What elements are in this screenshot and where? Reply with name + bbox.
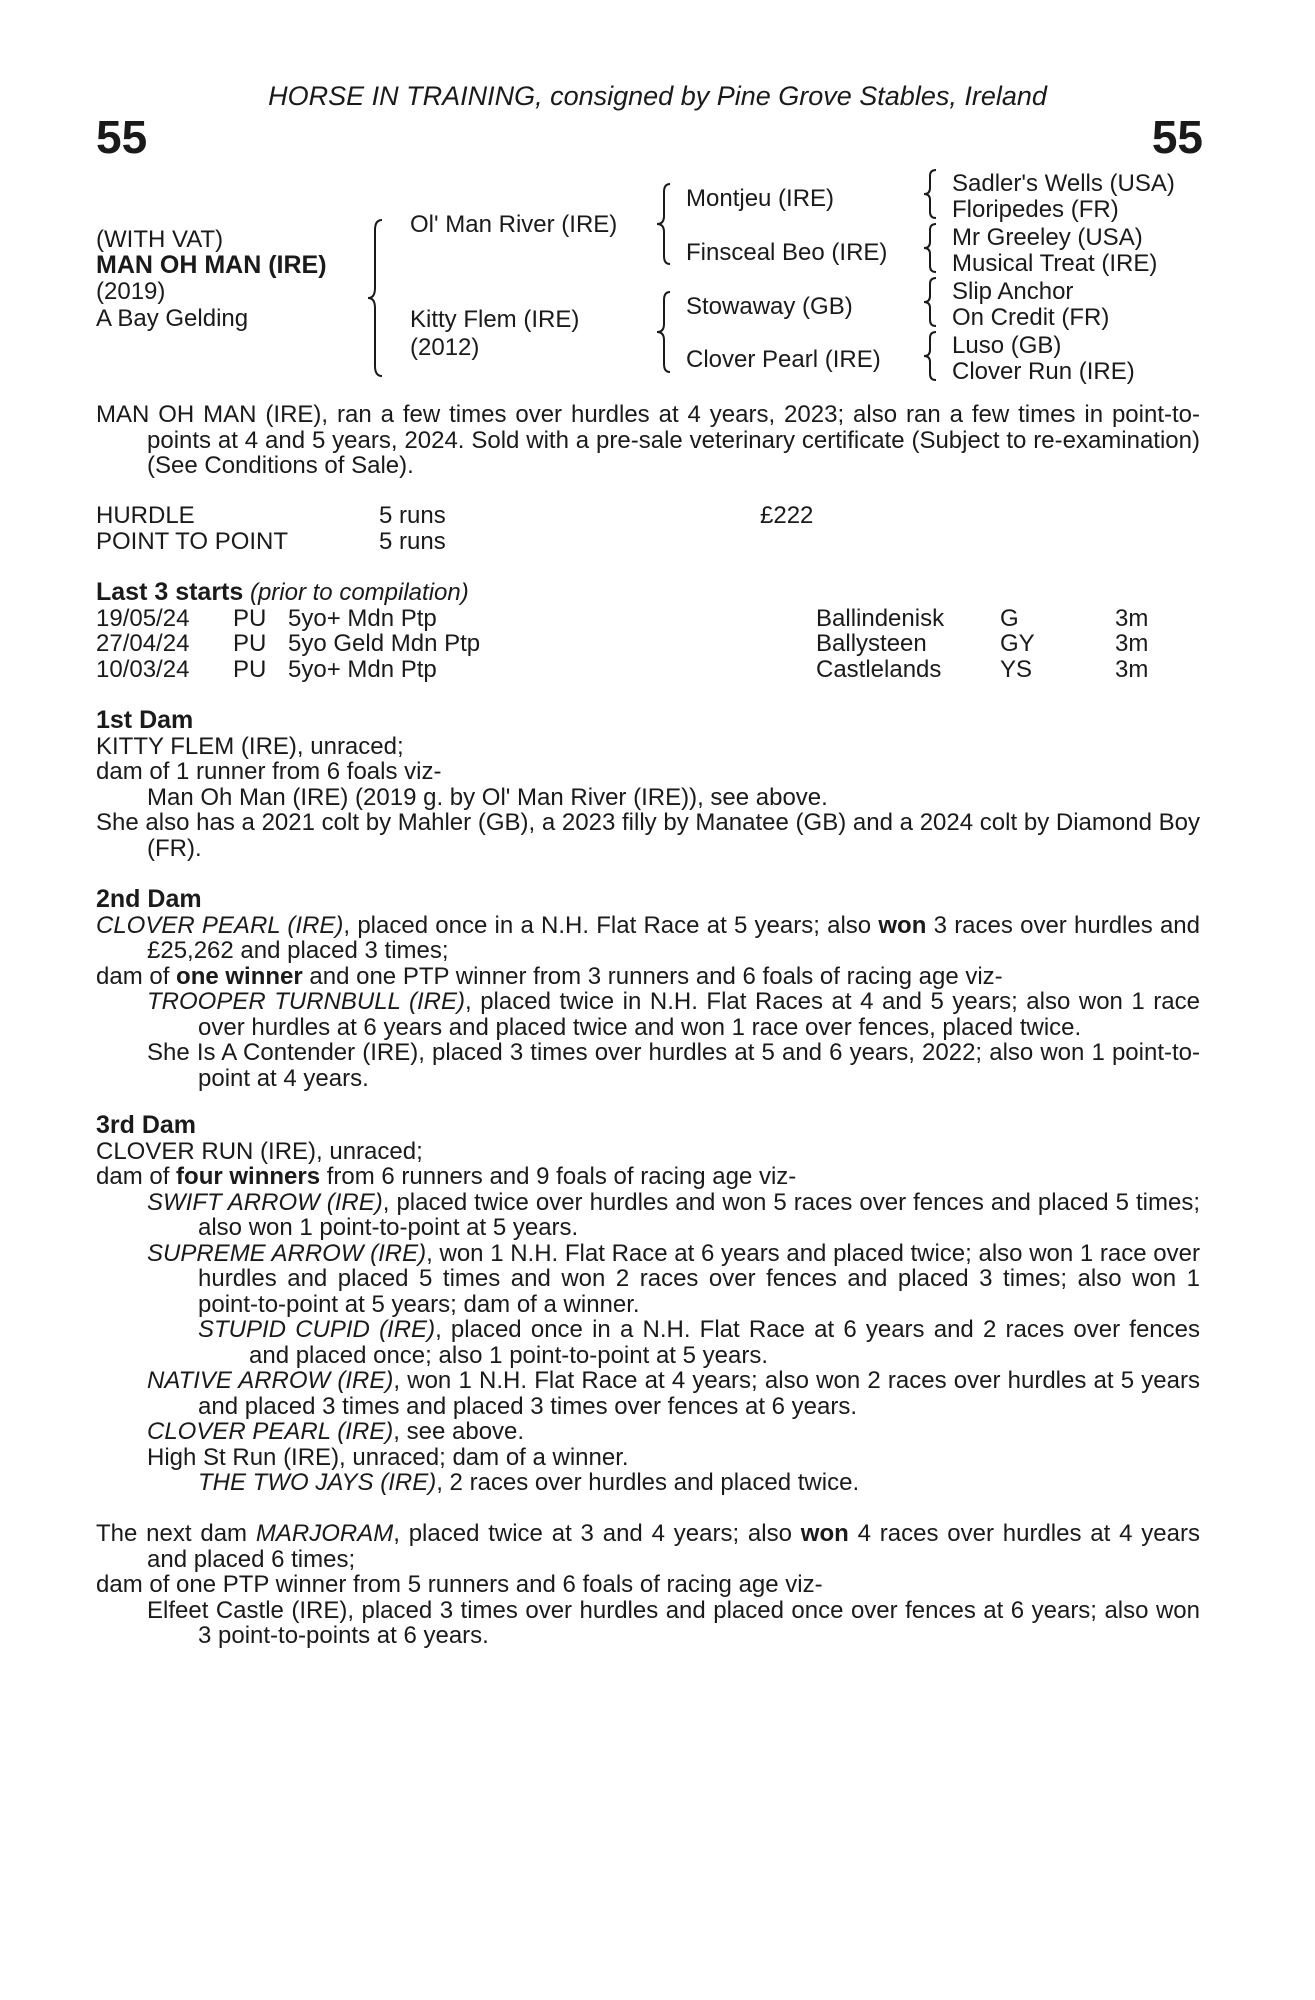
start-date: 19/05/24 [96, 604, 190, 632]
pedigree-dam-sire: Stowaway (GB) [686, 293, 853, 320]
start-distance: 3m [1115, 630, 1149, 657]
second-dam-heading: 2nd Dam [96, 885, 202, 913]
summary-text: MAN OH MAN (IRE), ran a few times over hurdles at 4 years, 2023; also ran a few times in point-to-points at 4 and 5 years, 2024. Sold with a pre-sale veterinary certificate (Subject to re-examination) (See Conditions of Sale). [96, 401, 1200, 479]
first-dam-line: dam of 1 runner from 6 foals viz- [96, 758, 442, 785]
first-dam-other-foals: She also has a 2021 colt by Mahler (GB), a 2023 filly by Manatee (GB) and a 2024 colt by Diamond Boy (FR). [96, 809, 1200, 862]
dam-of-text: dam of [96, 1163, 177, 1190]
progeny-text: , won 1 N.H. Flat Race at 4 years; also won 2 races over hurdles at 5 years and placed 3 times and placed 3 times over fences at 6 years. [198, 1367, 1200, 1420]
progeny-text: , won 1 N.H. Flat Race at 6 years and placed twice; also won 1 race over hurdles and placed 5 times and won 2 races over fences and placed 3 times; also won 1 point-to-point at 5 years; dam of a winner. [198, 1239, 1200, 1318]
pedigree-dam: Kitty Flem (IRE) [410, 306, 580, 333]
progeny-name: NATIVE ARROW (IRE) [147, 1367, 394, 1394]
progeny-entry [96, 1368, 1200, 1419]
progeny-entry [96, 1419, 1200, 1445]
pedigree-g3-5: Slip Anchor [952, 278, 1074, 305]
start-distance: 3m [1115, 604, 1149, 632]
next-dam-block [96, 1521, 1200, 1649]
next-dam-text: The next dam [96, 1520, 256, 1547]
next-dam-text: , placed twice at 3 and 4 years; also [393, 1520, 801, 1547]
pedigree-g3-7: Luso (GB) [952, 332, 1062, 359]
stat-type: POINT TO POINT [96, 527, 289, 555]
pedigree-sire-dam: Finsceal Beo (IRE) [686, 239, 888, 266]
stat-earnings: £222 [760, 502, 814, 529]
stats-block [96, 503, 1200, 554]
progeny-text: , placed once in a N.H. Flat Race at 6 years and 2 races over fences and placed once; also 1 point-to-point at 5 years. [249, 1316, 1200, 1369]
next-dam-text: 4 races over hurdles at 4 years and placed 6 times; [147, 1520, 1200, 1573]
start-result: PU [233, 655, 267, 683]
progeny-name: TROOPER TURNBULL (IRE) [147, 988, 465, 1015]
third-dam-heading: 3rd Dam [96, 1111, 197, 1139]
next-dam-record [96, 1521, 1200, 1572]
stat-runs: 5 runs [379, 527, 446, 555]
progeny-entry [96, 1190, 1200, 1241]
first-dam-heading: 1st Dam [96, 706, 194, 734]
start-course: Ballindenisk [816, 604, 945, 632]
stat-type: HURDLE [96, 502, 195, 529]
pedigree-g3-1: Sadler's Wells (USA) [952, 170, 1175, 197]
next-dam-produce: dam of one PTP winner from 5 runners and 6 foals of racing age viz- [96, 1571, 823, 1598]
progeny-entry [96, 1317, 1200, 1368]
last-starts-block [96, 580, 1200, 682]
pedigree-sire-sire: Montjeu (IRE) [686, 185, 835, 212]
pedigree-dam-dam: Clover Pearl (IRE) [686, 346, 881, 373]
progeny-entry [96, 1470, 1200, 1496]
first-dam-line: KITTY FLEM (IRE), unraced; [96, 732, 404, 760]
pedigree-g3-4: Musical Treat (IRE) [952, 250, 1158, 277]
second-dam-name: CLOVER PEARL (IRE) [96, 911, 344, 939]
progeny-entry: High St Run (IRE), unraced; dam of a winner. [147, 1443, 629, 1471]
pedigree-g3-3: Mr Greeley (USA) [952, 224, 1143, 251]
progeny-text: , placed twice over hurdles and won 5 races over fences and placed 5 times; also won 1 point-to-point at 5 years. [198, 1188, 1200, 1241]
vat-note: (WITH VAT) [96, 226, 224, 253]
horse-year: (2019) [96, 278, 166, 305]
last-starts-note: (prior to compilation) [249, 579, 469, 606]
start-result: PU [233, 604, 267, 632]
start-result: PU [233, 630, 267, 657]
pedigree-sire: Ol' Man River (IRE) [410, 211, 618, 238]
pedigree-dam-year: (2012) [410, 334, 480, 361]
start-going: YS [1000, 655, 1033, 683]
first-dam-block [96, 708, 1200, 861]
pedigree-g3-8: Clover Run (IRE) [952, 358, 1135, 385]
second-dam-record [96, 913, 1200, 964]
first-dam-progeny: Man Oh Man (IRE) (2019 g. by Ol' Man River (IRE)), see above. [147, 783, 828, 811]
start-date: 27/04/24 [96, 630, 190, 657]
start-row [96, 631, 1200, 657]
progeny-text: , see above. [393, 1418, 525, 1445]
second-dam-won: won [878, 911, 927, 939]
pedigree-brace-g3-4 [922, 330, 938, 382]
progeny-text: , 2 races over hurdles and placed twice. [436, 1469, 860, 1496]
progeny-name: CLOVER PEARL (IRE) [147, 1418, 394, 1445]
pedigree-brace-g3-2 [922, 222, 938, 274]
second-dam-block [96, 887, 1200, 1091]
lot-number-right: 55 [1151, 111, 1203, 163]
start-course: Ballysteen [816, 630, 927, 657]
second-dam-text: , placed once in a N.H. Flat Race at 5 years; also [343, 911, 879, 939]
start-date: 10/03/24 [96, 655, 190, 683]
start-going: G [1000, 604, 1019, 632]
start-race: 5yo+ Mdn Ptp [288, 655, 437, 683]
progeny-name: SWIFT ARROW (IRE) [147, 1188, 383, 1216]
pedigree-brace-g3-3 [922, 276, 938, 328]
last-starts-heading: Last 3 starts [96, 578, 244, 606]
third-dam-produce [96, 1164, 1200, 1190]
dam-of-text: dam of [96, 962, 177, 990]
summary-block [96, 402, 1200, 479]
start-race: 5yo+ Mdn Ptp [288, 604, 437, 632]
dam-of-text: from 6 runners and 9 foals of racing age viz- [320, 1163, 797, 1190]
pedigree-brace-dam [655, 290, 673, 374]
progeny-entry: She Is A Contender (IRE), placed 3 times over hurdles at 5 and 6 years, 2022; also won 1 point-to-point at 4 years. [147, 1039, 1200, 1092]
pedigree-brace-main [366, 218, 386, 378]
pedigree-brace-sire [655, 182, 673, 266]
progeny-name: SUPREME ARROW (IRE) [147, 1239, 427, 1267]
pedigree-brace-g3-1 [922, 168, 938, 220]
progeny-text: , placed twice in N.H. Flat Races at 4 and 5 years; also won 1 race over hurdles at 6 years and placed twice and won 1 race over fences, placed twice. [198, 988, 1200, 1041]
progeny-name: THE TWO JAYS (IRE) [198, 1469, 437, 1496]
horse-name: MAN OH MAN (IRE) [96, 251, 327, 279]
start-course: Castlelands [816, 655, 942, 683]
start-distance: 3m [1115, 655, 1149, 683]
dam-of-text: and one PTP winner from 3 runners and 6 foals of racing age viz- [302, 962, 1003, 990]
horse-description: A Bay Gelding [96, 305, 249, 332]
pedigree-g3-6: On Credit (FR) [952, 304, 1110, 331]
third-dam-block [96, 1113, 1200, 1496]
progeny-entry [96, 1241, 1200, 1318]
start-row [96, 606, 1200, 632]
lot-number-left: 55 [96, 111, 148, 163]
start-row [96, 657, 1200, 683]
progeny-entry [96, 989, 1200, 1040]
sale-header: HORSE IN TRAINING, consigned by Pine Grove Stables, Ireland [268, 81, 1047, 111]
progeny-name: STUPID CUPID (IRE) [198, 1316, 436, 1343]
second-dam-text: 3 races over hurdles and £25,262 and placed 3 times; [147, 911, 1201, 964]
third-dam-line: CLOVER RUN (IRE), unraced; [96, 1137, 423, 1165]
second-dam-produce [96, 964, 1200, 990]
start-going: GY [1000, 630, 1035, 657]
start-race: 5yo Geld Mdn Ptp [288, 630, 481, 657]
pedigree-g3-2: Floripedes (FR) [952, 196, 1119, 223]
stats-row [96, 529, 1200, 555]
progeny-entry: Elfeet Castle (IRE), placed 3 times over hurdles and placed once over fences at 6 years; also won 3 point-to-points at 6 years. [147, 1596, 1200, 1649]
stats-row [96, 503, 1200, 529]
next-dam-name: MARJORAM [255, 1520, 394, 1547]
winners-count: one winner [176, 962, 303, 990]
next-dam-won: won [800, 1520, 849, 1547]
stat-runs: 5 runs [379, 502, 446, 529]
winners-count: four winners [176, 1163, 321, 1190]
